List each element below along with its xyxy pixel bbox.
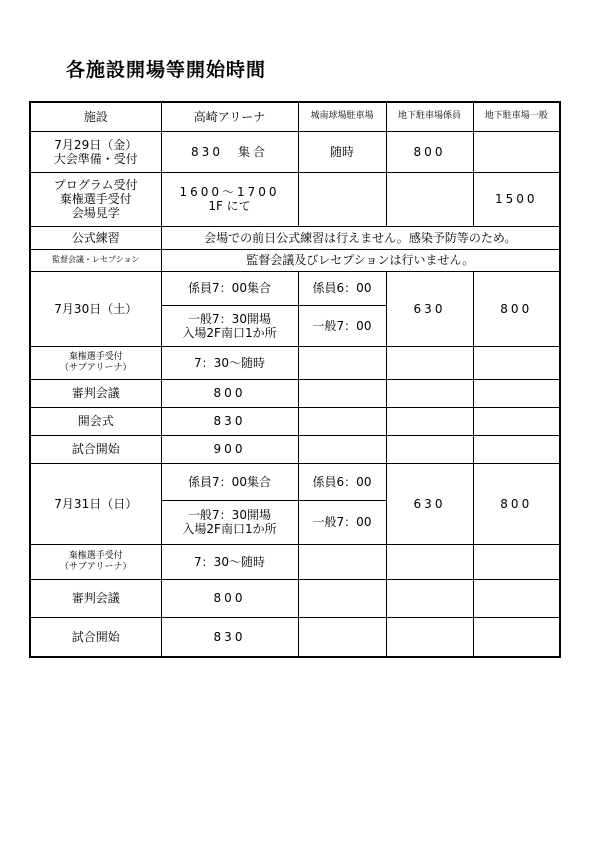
withdraw-reception-label: 棄権選手受付 xyxy=(59,192,132,206)
day30-arena-staff: 係員7：00集合 xyxy=(161,271,298,305)
day31-withdraw-time: 7：30～随時 xyxy=(161,544,298,579)
day30-match-staff xyxy=(386,435,473,463)
day30-jonan-general: 一般7：00 xyxy=(298,305,386,346)
day29-program-staff xyxy=(386,172,473,226)
practice-label: 公式練習 xyxy=(30,226,161,249)
day29-program-arena xyxy=(161,172,298,226)
day31-match-staff xyxy=(386,617,473,657)
day30-opening-jonan xyxy=(298,407,386,435)
day31-withdraw-jonan xyxy=(298,544,386,579)
day30-match-label: 試合開始 xyxy=(30,435,161,463)
header-row xyxy=(30,102,560,131)
day31-referee-staff xyxy=(386,579,473,617)
day31-label: 7月31日（日） xyxy=(30,463,161,544)
day29-program-jonan xyxy=(298,172,386,226)
day30-withdraw-jonan xyxy=(298,346,386,379)
practice-note: 会場での前日公式練習は行えません。感染予防等のため。 xyxy=(161,226,560,249)
day30-match-general xyxy=(473,435,560,463)
day30-withdraw-label-1: 棄権選手受付 xyxy=(68,351,123,362)
program-location: 1F にて xyxy=(208,199,251,213)
day31-referee-time: 800 xyxy=(161,579,298,617)
day29-prep-label: 大会準備・受付 xyxy=(53,151,138,166)
day30-match-jonan xyxy=(298,435,386,463)
day30-withdraw-row xyxy=(30,346,560,379)
day31-referee-label: 審判会議 xyxy=(30,579,161,617)
day30-match-time: 900 xyxy=(161,435,298,463)
day30-withdraw-time: 7：30～随時 xyxy=(161,346,298,379)
meeting-label: 監督会議・レセプション xyxy=(30,249,161,271)
day31-jonan-staff: 係員6：00 xyxy=(298,463,386,500)
day31-match-time: 830 xyxy=(161,617,298,657)
day31-referee-general xyxy=(473,579,560,617)
program-reception-label: プログラム受付 xyxy=(53,178,138,192)
day29-underground-staff: 800 xyxy=(386,131,473,172)
day30-opening-row xyxy=(30,407,560,435)
day30-label: 7月30日（土） xyxy=(30,271,161,346)
day31-match-jonan xyxy=(298,617,386,657)
day31-match-general xyxy=(473,617,560,657)
page-title: 各施設開場等開始時間 xyxy=(66,59,267,81)
header-underground-staff: 地下駐車場係員 xyxy=(386,102,473,131)
header-underground-general: 地下駐車場一般 xyxy=(473,102,560,131)
day30-withdraw-label xyxy=(30,346,161,379)
day30-opening-label: 開会式 xyxy=(30,407,161,435)
day29-date: 7月29日（金） xyxy=(54,137,138,152)
day31-jonan-general: 一般7：00 xyxy=(298,500,386,544)
venue-tour-label: 会場見学 xyxy=(71,206,120,220)
day30-general-open: 一般7：30開場 xyxy=(188,311,271,326)
day31-withdraw-row xyxy=(30,544,560,579)
day30-referee-time: 800 xyxy=(161,379,298,407)
day31-match-row xyxy=(30,617,560,657)
day31-match-label: 試合開始 xyxy=(30,617,161,657)
day31-referee-row xyxy=(30,579,560,617)
practice-row xyxy=(30,226,560,249)
meeting-note: 監督会議及びレセプションは行いません。 xyxy=(161,249,560,271)
header-jonan-parking: 城南球場駐車場 xyxy=(298,102,386,131)
day31-underground-general: 800 xyxy=(473,463,560,544)
day31-underground-staff: 630 xyxy=(386,463,473,544)
day31-arena-staff: 係員7：00集合 xyxy=(161,463,298,500)
meeting-row xyxy=(30,249,560,271)
day30-referee-jonan xyxy=(298,379,386,407)
day30-match-row xyxy=(30,435,560,463)
day31-withdraw-label xyxy=(30,544,161,579)
day31-withdraw-staff xyxy=(386,544,473,579)
day29-prep-row xyxy=(30,131,560,172)
day29-arena: 830 集合 xyxy=(161,131,298,172)
schedule-table xyxy=(29,101,561,658)
day29-label xyxy=(30,131,161,172)
day30-underground-general: 800 xyxy=(473,271,560,346)
day30-referee-row xyxy=(30,379,560,407)
day30-withdraw-label-2: （サブアリーナ） xyxy=(59,362,132,373)
header-facility: 施設 xyxy=(30,102,161,131)
day31-entrance: 入場2F南口1か所 xyxy=(182,522,277,536)
day31-referee-jonan xyxy=(298,579,386,617)
day31-withdraw-label-1: 棄権選手受付 xyxy=(68,550,123,561)
day31-general-open: 一般7：30開場 xyxy=(188,508,271,522)
day30-staff-row xyxy=(30,271,560,305)
day30-referee-general xyxy=(473,379,560,407)
day29-program-general: 1500 xyxy=(473,172,560,226)
day31-withdraw-general xyxy=(473,544,560,579)
day30-referee-label: 審判会議 xyxy=(30,379,161,407)
day31-withdraw-label-2: （サブアリーナ） xyxy=(59,561,132,572)
day30-opening-general xyxy=(473,407,560,435)
day29-program-label xyxy=(30,172,161,226)
day30-referee-staff xyxy=(386,379,473,407)
day29-underground-general xyxy=(473,131,560,172)
day30-jonan-staff: 係員6：00 xyxy=(298,271,386,305)
day29-program-row xyxy=(30,172,560,226)
day30-arena-general xyxy=(161,305,298,346)
day30-entrance: 入場2F南口1か所 xyxy=(182,325,277,340)
day30-withdraw-general xyxy=(473,346,560,379)
header-takasaki-arena: 高崎アリーナ xyxy=(161,102,298,131)
day30-opening-staff xyxy=(386,407,473,435)
day31-arena-general xyxy=(161,500,298,544)
program-time-range: 1600～1700 xyxy=(179,185,280,199)
day31-staff-row xyxy=(30,463,560,500)
day30-opening-time: 830 xyxy=(161,407,298,435)
day30-underground-staff: 630 xyxy=(386,271,473,346)
day30-withdraw-staff xyxy=(386,346,473,379)
day29-jonan: 随時 xyxy=(298,131,386,172)
